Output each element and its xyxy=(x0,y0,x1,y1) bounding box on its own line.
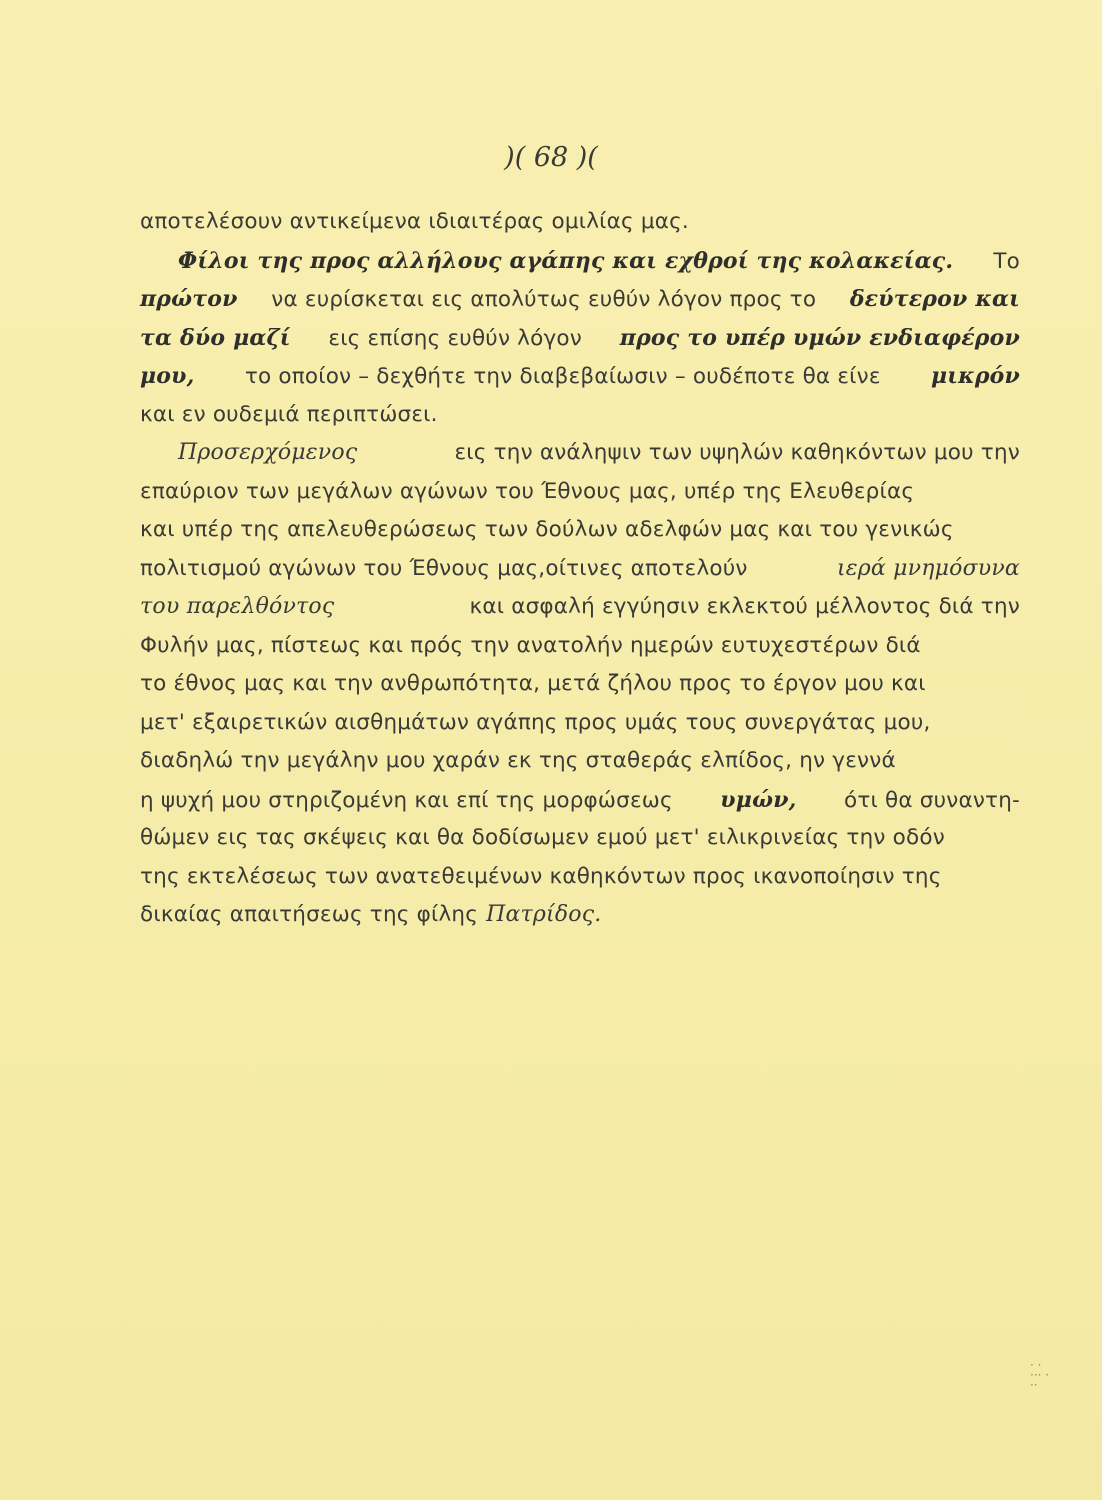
emphasis-run: πρώτον xyxy=(140,286,238,312)
text-run: μετ' εξαιρετικών αισθημάτων αγάπης προς υμάς τους συνεργάτας μου, xyxy=(140,709,931,735)
text-run: της εκτελέσεως των ανατεθειμένων καθηκόντων προς ικανοποίησιν της xyxy=(140,863,942,889)
margin-specks: · · ··· · ·· xyxy=(1030,1358,1050,1392)
text-run: ότι θα συναντη- xyxy=(844,787,1020,813)
text-line xyxy=(140,781,1020,820)
emphasis-run: Φίλοι της προς αλλήλους αγάπης και εχθροί της κολακείας. xyxy=(178,247,954,274)
text-run: να ευρίσκεται εις απολύτως ευθύν λόγον προς το xyxy=(271,287,817,312)
text-line xyxy=(140,742,1020,781)
emphasis-run: προς το υπέρ υμών ενδιαφέρον xyxy=(619,324,1020,351)
text-run: θώμεν εις τας σκέψεις και θα δοδίσωμεν εμού μετ' ειλικρινείας την οδόν xyxy=(140,825,945,850)
text-run: διαδηλώ την μεγάλην μου χαράν εκ της σταθεράς ελπίδος, ην γεννά xyxy=(140,748,896,773)
emphasis-run: τα δύο μαζί xyxy=(140,324,291,351)
text-line xyxy=(140,588,1020,627)
text-line xyxy=(140,511,1020,550)
text-run: αποτελέσουν αντικείμενα ιδιαιτέρας ομιλίας μας. xyxy=(140,209,689,234)
text-run: το έθνος μας και την ανθρωπότητα, μετά ζήλου προς το έργον μου και xyxy=(140,671,926,696)
emphasis-run: δεύτερον και xyxy=(849,286,1020,312)
text-line xyxy=(140,319,1020,358)
text-run: Φυλήν μας, πίστεως και πρός την ανατολήν ημερών ευτυχεστέρων διά xyxy=(140,632,921,658)
emphasis-run: μικρόν xyxy=(930,363,1020,389)
text-line xyxy=(140,357,1020,396)
body-text xyxy=(140,203,1020,935)
text-line xyxy=(140,396,1020,435)
text-line xyxy=(140,665,1020,704)
text-run: και ασφαλή εγγύησιν εκλεκτού μέλλοντος διά την xyxy=(469,594,1020,619)
emphasis-run: μου, xyxy=(140,363,195,389)
text-line xyxy=(140,434,1020,473)
text-line xyxy=(140,627,1020,666)
emphasis-run: του παρελθόντος xyxy=(140,594,335,619)
text-line xyxy=(140,203,1020,242)
text-run: η ψυχή μου στηριζομένη και επί της μορφώσεως xyxy=(140,787,673,813)
text-line xyxy=(140,280,1020,319)
text-line xyxy=(140,473,1020,512)
text-line xyxy=(140,819,1020,858)
text-run: επαύριον των μεγάλων αγώνων του Έθνους μας, υπέρ της Ελευθερίας xyxy=(140,478,915,504)
emphasis-run: ιερά μνημόσυνα xyxy=(836,555,1020,581)
text-line xyxy=(140,550,1020,589)
emphasis-run: υμών, xyxy=(720,786,797,813)
text-run: το οποίον – δεχθήτε την διαβεβαίωσιν – ουδέποτε θα είνε xyxy=(244,364,881,389)
text-run: και υπέρ της απελευθερώσεως των δούλων αδελφών μας και του γενικώς xyxy=(140,517,954,542)
emphasis-run: Πατρίδος. xyxy=(486,902,602,927)
page-number: )( 68 )( xyxy=(504,142,598,173)
text-run: δικαίας απαιτήσεως της φίλης xyxy=(140,902,479,927)
text-run: εις επίσης ευθύν λόγον xyxy=(328,325,582,351)
text-line xyxy=(140,704,1020,743)
text-run: και εν ουδεμιά περιπτώσει. xyxy=(140,401,438,427)
text-line xyxy=(140,242,1020,281)
text-run: εις την ανάληψιν των υψηλών καθηκόντων μου την xyxy=(454,440,1020,465)
text-run: Το xyxy=(993,248,1020,274)
text-line xyxy=(140,896,1020,935)
text-line xyxy=(140,858,1020,897)
text-run: πολιτισμού αγώνων του Έθνους μας,οίτινες αποτελούν xyxy=(140,555,748,581)
emphasis-run: Προσερχόμενος xyxy=(178,440,358,465)
